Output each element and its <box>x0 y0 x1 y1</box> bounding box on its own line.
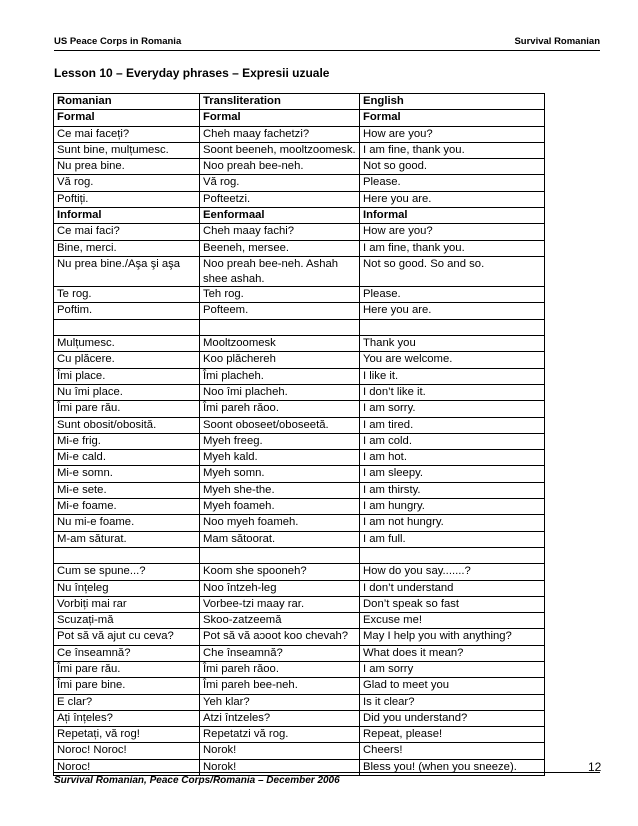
transliteration-cell: Noo preah bee-neh. <box>200 159 360 175</box>
table-row <box>54 417 545 433</box>
table-row <box>54 580 545 596</box>
english-cell: I like it. <box>360 368 545 384</box>
english-cell: You are welcome. <box>360 352 545 368</box>
table-row <box>54 694 545 710</box>
english-cell: What does it mean? <box>360 645 545 661</box>
transliteration-cell: Îmi pareh răoo. <box>200 401 360 417</box>
transliteration-cell: Mam sătoorat. <box>200 531 360 547</box>
english-cell: I am hungry. <box>360 499 545 515</box>
table-row <box>54 175 545 191</box>
romanian-cell: Mi-e cald. <box>54 450 200 466</box>
romanian-cell: Nu înțeleg <box>54 580 200 596</box>
english-cell: I am full. <box>360 531 545 547</box>
table-row <box>54 126 545 142</box>
transliteration-cell: Myeh she-the. <box>200 482 360 498</box>
romanian-cell: Nu îmi place. <box>54 384 200 400</box>
table-row <box>54 499 545 515</box>
english-cell: I am hot. <box>360 450 545 466</box>
table-row <box>54 368 545 384</box>
romanian-cell: Poftim. <box>54 303 200 319</box>
transliteration-cell: Beeneh, mersee. <box>200 240 360 256</box>
english-cell: Here you are. <box>360 303 545 319</box>
transliteration-cell: Myeh freeg. <box>200 433 360 449</box>
romanian-cell: Sunt obosit/obosită. <box>54 417 200 433</box>
english-cell: Did you understand? <box>360 710 545 726</box>
romanian-cell: Vă rog. <box>54 175 200 191</box>
table-row <box>54 547 545 563</box>
romanian-cell: Ce mai faceți? <box>54 126 200 142</box>
romanian-cell: Noroc! Noroc! <box>54 743 200 759</box>
transliteration-cell: Noo întzeh-leg <box>200 580 360 596</box>
table-row <box>54 645 545 661</box>
header-course-title: Survival Romanian <box>514 36 600 47</box>
transliteration-cell: Noo îmi placheh. <box>200 384 360 400</box>
romanian-cell: Cum se spune...? <box>54 564 200 580</box>
transliteration-cell: Transliteration <box>200 94 360 110</box>
transliteration-cell: Koom she spooneh? <box>200 564 360 580</box>
romanian-cell: Ce înseamnă? <box>54 645 200 661</box>
romanian-cell: Ce mai faci? <box>54 224 200 240</box>
romanian-cell: Nu mi-e foame. <box>54 515 200 531</box>
romanian-cell: Nu prea bine./Aşa şi aşa <box>54 256 200 286</box>
table-row <box>54 256 545 286</box>
table-row <box>54 515 545 531</box>
table-row <box>54 482 545 498</box>
english-cell: Is it clear? <box>360 694 545 710</box>
romanian-cell <box>54 547 200 563</box>
english-cell: Repeat, please! <box>360 727 545 743</box>
english-cell: Bless you! (when you sneeze). <box>360 759 545 775</box>
transliteration-cell: Vorbee-tzi maay rar. <box>200 596 360 612</box>
table-row <box>54 336 545 352</box>
transliteration-cell: Soont beeneh, mooltzoomesk. <box>200 142 360 158</box>
romanian-cell: Poftiți. <box>54 191 200 207</box>
romanian-cell: Ați înțeles? <box>54 710 200 726</box>
romanian-cell: Informal <box>54 208 200 224</box>
english-cell: Thank you <box>360 336 545 352</box>
romanian-cell: Îmi pare rău. <box>54 401 200 417</box>
transliteration-cell: Noo preah bee-neh. Ashah shee ashah. <box>200 256 360 286</box>
romanian-cell <box>54 319 200 335</box>
romanian-cell: Îmi place. <box>54 368 200 384</box>
romanian-cell: Sunt bine, mulțumesc. <box>54 142 200 158</box>
transliteration-cell: Îmi pareh răoo. <box>200 661 360 677</box>
english-cell: I don’t like it. <box>360 384 545 400</box>
transliteration-cell: Norok! <box>200 743 360 759</box>
english-cell: How do you say.......? <box>360 564 545 580</box>
transliteration-cell: Che înseamnă? <box>200 645 360 661</box>
romanian-cell: Bine, merci. <box>54 240 200 256</box>
table-row <box>54 678 545 694</box>
transliteration-cell: Soont oboseet/oboseetă. <box>200 417 360 433</box>
page-header <box>54 34 600 51</box>
romanian-cell: Repetați, vă rog! <box>54 727 200 743</box>
transliteration-cell <box>200 547 360 563</box>
lesson-title: Lesson 10 – Everyday phrases – Expresii uzuale <box>54 66 330 80</box>
english-cell: Here you are. <box>360 191 545 207</box>
header-organization: US Peace Corps in Romania <box>54 36 182 47</box>
transliteration-cell: Vă rog. <box>200 175 360 191</box>
transliteration-cell: Teh rog. <box>200 287 360 303</box>
transliteration-cell <box>200 319 360 335</box>
english-cell: Glad to meet you <box>360 678 545 694</box>
english-cell: May I help you with anything? <box>360 629 545 645</box>
transliteration-cell: Pofteetzi. <box>200 191 360 207</box>
transliteration-cell: Mooltzoomesk <box>200 336 360 352</box>
transliteration-cell: Skoo-zatzeemă <box>200 613 360 629</box>
english-cell: How are you? <box>360 224 545 240</box>
phrases-table <box>53 93 545 776</box>
romanian-cell: Îmi pare bine. <box>54 678 200 694</box>
romanian-cell: M-am săturat. <box>54 531 200 547</box>
table-row <box>54 319 545 335</box>
table-row <box>54 352 545 368</box>
romanian-cell: Romanian <box>54 94 200 110</box>
transliteration-cell: Myeh kald. <box>200 450 360 466</box>
transliteration-cell: Eenformaal <box>200 208 360 224</box>
english-cell: I don’t understand <box>360 580 545 596</box>
romanian-cell: Mulțumesc. <box>54 336 200 352</box>
english-cell: Not so good. <box>360 159 545 175</box>
table-row <box>54 661 545 677</box>
english-cell: I am fine, thank you. <box>360 142 545 158</box>
english-cell <box>360 319 545 335</box>
english-cell: Don’t speak so fast <box>360 596 545 612</box>
romanian-cell: Mi-e frig. <box>54 433 200 449</box>
romanian-cell: Pot să vă ajut cu ceva? <box>54 629 200 645</box>
transliteration-cell: Myeh foameh. <box>200 499 360 515</box>
page-footer: Survival Romanian, Peace Corps/Romania – December 2006 <box>54 775 340 786</box>
romanian-cell: Mi-e somn. <box>54 466 200 482</box>
english-cell: Cheers! <box>360 743 545 759</box>
table-row <box>54 596 545 612</box>
transliteration-cell: Noo myeh foameh. <box>200 515 360 531</box>
table-header-row <box>54 208 545 224</box>
romanian-cell: Vorbiți mai rar <box>54 596 200 612</box>
english-cell: Excuse me! <box>360 613 545 629</box>
table-row <box>54 191 545 207</box>
table-header-row <box>54 94 545 110</box>
english-cell: I am not hungry. <box>360 515 545 531</box>
table-row <box>54 433 545 449</box>
table-row <box>54 142 545 158</box>
table-row <box>54 710 545 726</box>
english-cell: Formal <box>360 110 545 126</box>
table-header-row <box>54 110 545 126</box>
table-row <box>54 564 545 580</box>
romanian-cell: Mi-e foame. <box>54 499 200 515</box>
romanian-cell: Îmi pare rău. <box>54 661 200 677</box>
transliteration-cell: Yeh klar? <box>200 694 360 710</box>
transliteration-cell: Cheh maay fachi? <box>200 224 360 240</box>
table-row <box>54 727 545 743</box>
table-row <box>54 224 545 240</box>
footer-divider <box>54 772 600 773</box>
transliteration-cell: Myeh somn. <box>200 466 360 482</box>
english-cell: I am fine, thank you. <box>360 240 545 256</box>
table-row <box>54 159 545 175</box>
romanian-cell: Formal <box>54 110 200 126</box>
transliteration-cell: Repetatzi vă rog. <box>200 727 360 743</box>
transliteration-cell: Îmi placheh. <box>200 368 360 384</box>
romanian-cell: Noroc! <box>54 759 200 775</box>
table-row <box>54 466 545 482</box>
english-cell: Informal <box>360 208 545 224</box>
english-cell: Not so good. So and so. <box>360 256 545 286</box>
romanian-cell: E clar? <box>54 694 200 710</box>
transliteration-cell: Koo plăchereh <box>200 352 360 368</box>
table-row <box>54 303 545 319</box>
table-row <box>54 450 545 466</box>
romanian-cell: Scuzați-mă <box>54 613 200 629</box>
transliteration-cell: Atzi întzeles? <box>200 710 360 726</box>
romanian-cell: Nu prea bine. <box>54 159 200 175</box>
english-cell <box>360 547 545 563</box>
english-cell: Please. <box>360 175 545 191</box>
romanian-cell: Te rog. <box>54 287 200 303</box>
english-cell: I am sleepy. <box>360 466 545 482</box>
english-cell: Please. <box>360 287 545 303</box>
transliteration-cell: Norok! <box>200 759 360 775</box>
table-row <box>54 401 545 417</box>
transliteration-cell: Pofteem. <box>200 303 360 319</box>
romanian-cell: Mi-e sete. <box>54 482 200 498</box>
table-row <box>54 743 545 759</box>
table-row <box>54 384 545 400</box>
table-row <box>54 240 545 256</box>
romanian-cell: Cu plăcere. <box>54 352 200 368</box>
transliteration-cell: Cheh maay fachetzi? <box>200 126 360 142</box>
english-cell: How are you? <box>360 126 545 142</box>
english-cell: English <box>360 94 545 110</box>
english-cell: I am tired. <box>360 417 545 433</box>
english-cell: I am cold. <box>360 433 545 449</box>
transliteration-cell: Formal <box>200 110 360 126</box>
transliteration-cell: Îmi pareh bee-neh. <box>200 678 360 694</box>
english-cell: I am sorry <box>360 661 545 677</box>
english-cell: I am thirsty. <box>360 482 545 498</box>
table-row <box>54 629 545 645</box>
table-row <box>54 531 545 547</box>
table-row <box>54 287 545 303</box>
page-number: 12 <box>588 760 602 774</box>
table-row <box>54 613 545 629</box>
english-cell: I am sorry. <box>360 401 545 417</box>
transliteration-cell: Pot să vă aɔoot koo chevah? <box>200 629 360 645</box>
table-row <box>54 759 545 775</box>
